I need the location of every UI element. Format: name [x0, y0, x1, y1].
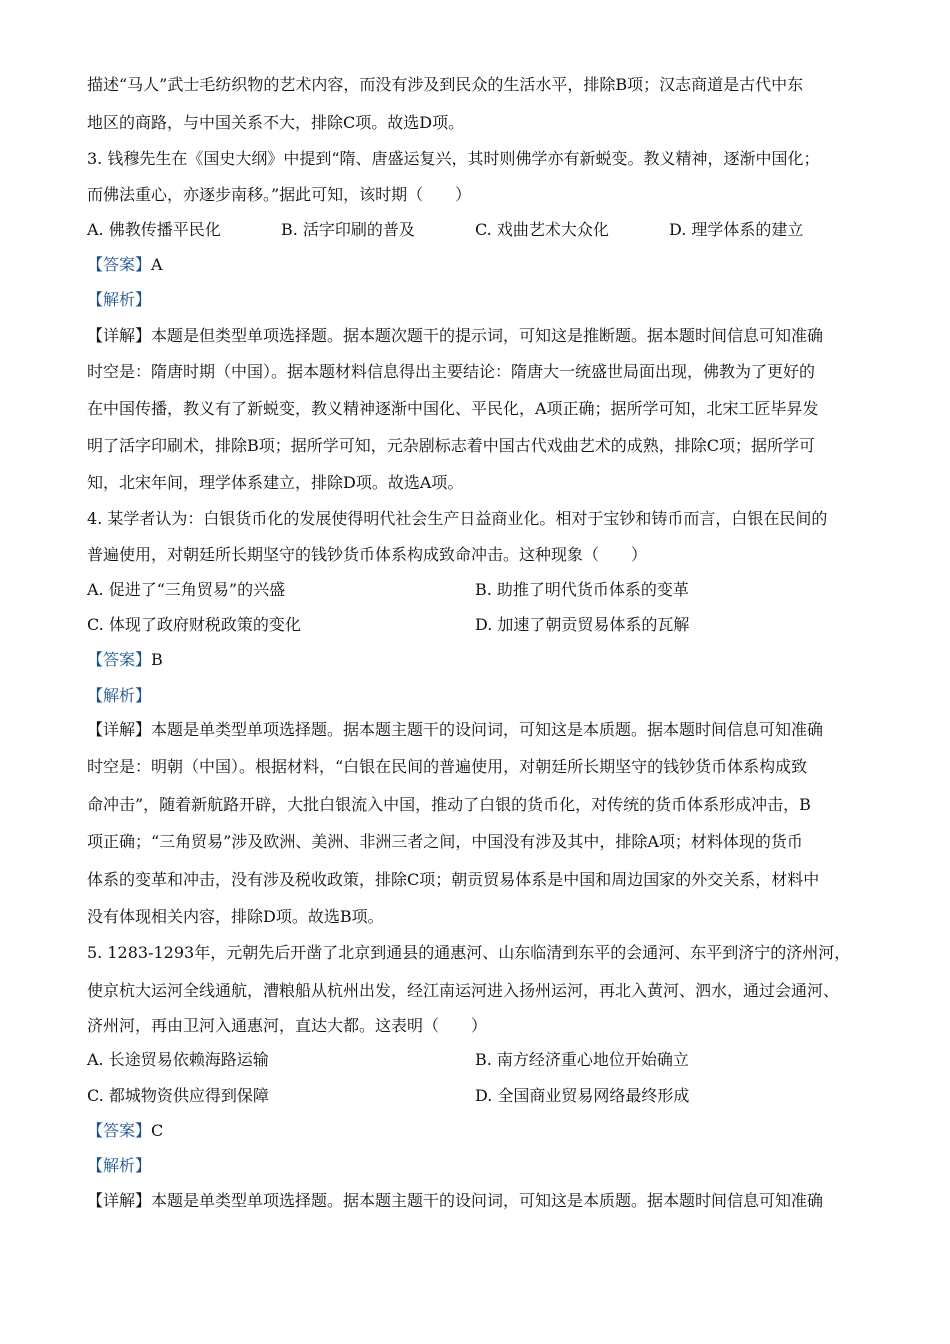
answer-value: C	[151, 1121, 164, 1140]
q3-analysis-label: 【解析】	[87, 290, 152, 309]
q3-detail: 明了活字印刷术，排除B项；据所学可知，元杂剧标志着中国古代戏曲艺术的成熟，排除C项；据所学可	[87, 436, 816, 455]
q3-option-c: C. 戏曲艺术大众化	[475, 220, 609, 239]
answer-value: B	[151, 650, 163, 669]
q5-analysis-label: 【解析】	[87, 1156, 152, 1175]
question-3-stem: 而佛法重心，亦逐步南移。”据此可知，该时期（ ）	[87, 185, 472, 204]
q4-option-d: D. 加速了朝贡贸易体系的瓦解	[475, 615, 690, 634]
q4-detail: 项正确；“三角贸易”涉及欧洲、美洲、非洲三者之间，中国没有涉及其中，排除A项；材料体现的货币	[87, 832, 803, 851]
q3-detail: 【详解】本题是但类型单项选择题。据本题次题干的提示词，可知这是推断题。据本题时间信息可知准确	[87, 326, 824, 345]
q4-detail: 时空是：明朝（中国）。根据材料，“白银在民间的普遍使用，对朝廷所长期坚守的钱钞货币体系构成致	[87, 757, 808, 776]
q3-option-d: D. 理学体系的建立	[669, 220, 804, 239]
q3-detail: 知，北宋年间，理学体系建立，排除D项。故选A项。	[87, 473, 464, 492]
answer-label: 【答案】	[87, 650, 152, 669]
q4-answer	[87, 649, 163, 671]
q3-option-a: A. 佛教传播平民化	[87, 220, 221, 239]
answer-label: 【答案】	[87, 255, 152, 274]
q5-answer	[87, 1120, 163, 1142]
answer-label: 【答案】	[87, 1121, 152, 1140]
intro-line: 地区的商路，与中国关系不大，排除C项。故选D项。	[87, 113, 465, 132]
q4-option-c: C. 体现了政府财税政策的变化	[87, 615, 301, 634]
q5-option-c: C. 都城物资供应得到保障	[87, 1086, 269, 1105]
question-5-stem: 使京杭大运河全线通航，漕粮船从杭州出发，经江南运河进入扬州运河，再北入黄河、泗水，通过会通河、	[87, 981, 840, 1000]
q4-option-a: A. 促进了“三角贸易”的兴盛	[87, 580, 286, 599]
question-5-stem: 5. 1283-1293年，元朝先后开凿了北京到通县的通惠河、山东临清到东平的会通河、东平到济宁的济州河，	[87, 943, 851, 962]
question-5-stem: 济州河，再由卫河入通惠河，直达大都。这表明（ ）	[87, 1016, 488, 1035]
q3-answer	[87, 254, 163, 276]
q4-analysis-label: 【解析】	[87, 686, 152, 705]
q3-detail: 时空是：隋唐时期（中国）。据本题材料信息得出主要结论：隋唐大一统盛世局面出现，佛教为了更好的	[87, 362, 816, 381]
q4-detail: 体系的变革和冲击，没有涉及税收政策，排除C项；朝贡贸易体系是中国和周边国家的外交关系，材料中	[87, 870, 820, 889]
question-4-stem: 普遍使用，对朝廷所长期坚守的钱钞货币体系构成致命冲击。这种现象（ ）	[87, 545, 648, 564]
question-4-stem: 4. 某学者认为：白银货币化的发展使得明代社会生产日益商业化。相对于宝钞和铸币而言，白银在民间的	[87, 509, 828, 528]
question-3-stem: 3. 钱穆先生在《国史大纲》中提到“隋、唐盛运复兴，其时则佛学亦有新蜕变。教义精神，逐渐中国化；	[87, 149, 820, 168]
q3-detail: 在中国传播，教义有了新蜕变，教义精神逐渐中国化、平民化，A项正确；据所学可知，北宋工匠毕昇发	[87, 399, 819, 418]
intro-line: 描述“马人”武士毛纺织物的艺术内容，而没有涉及到民众的生活水平，排除B项；汉志商道是古代中东	[87, 75, 804, 94]
q5-detail: 【详解】本题是单类型单项选择题。据本题主题干的设问词，可知这是本质题。据本题时间信息可知准确	[87, 1191, 824, 1210]
q4-detail: 命冲击”，随着新航路开辟，大批白银流入中国，推动了白银的货币化，对传统的货币体系形成冲击，B	[87, 795, 811, 814]
q5-option-d: D. 全国商业贸易网络最终形成	[475, 1086, 690, 1105]
q4-option-b: B. 助推了明代货币体系的变革	[475, 580, 689, 599]
q3-option-b: B. 活字印刷的普及	[281, 220, 415, 239]
q4-detail: 没有体现相关内容，排除D项。故选B项。	[87, 907, 384, 926]
answer-value: A	[151, 255, 163, 274]
q5-option-a: A. 长途贸易依赖海路运输	[87, 1050, 269, 1069]
q5-option-b: B. 南方经济重心地位开始确立	[475, 1050, 689, 1069]
q4-detail: 【详解】本题是单类型单项选择题。据本题主题干的设问词，可知这是本质题。据本题时间信息可知准确	[87, 720, 824, 739]
